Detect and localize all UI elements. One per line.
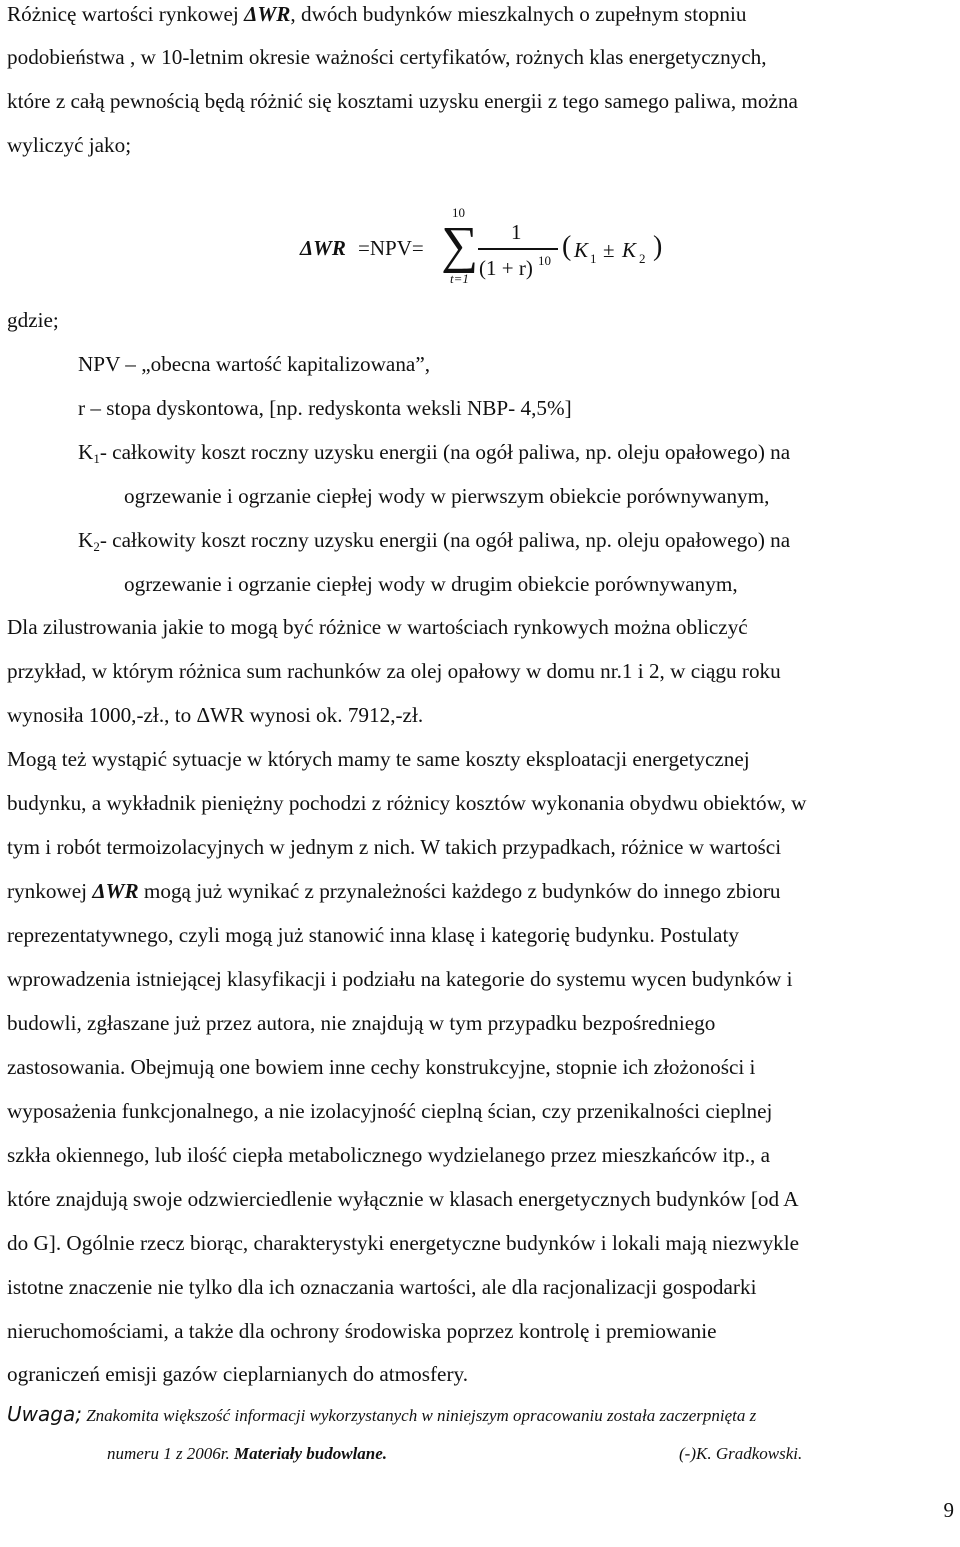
- formula-lhs: ΔWR: [300, 236, 346, 260]
- body-line-10: szkła okiennego, lub ilość ciepła metabolicznego wydzielanego przez mieszkańców itp., a: [7, 1143, 771, 1167]
- left-paren: (: [562, 231, 572, 262]
- def-k2: $K_2-$ całkowity koszt roczny uzysku energii (na ogół paliwa, np. oleju opałowego) na: [78, 528, 791, 554]
- plus-minus-sign: ±: [603, 238, 615, 262]
- body-line-2: budynku, a wykładnik pieniężny pochodzi z różnicy kosztów wykonania obydwu obiektów, w: [7, 791, 807, 815]
- note-signature: (-)K. Gradkowski.: [679, 1444, 803, 1463]
- example-line-2: przykład, w którym różnica sum rachunków za olej opałowy w domu nr.1 i 2, w ciągu roku: [7, 659, 781, 683]
- fraction-numerator: 1: [511, 220, 522, 244]
- body-line-12: do G]. Ogólnie rzecz biorąc, charakterystyki energetyczne budynków i lokali mają niezwykle: [7, 1231, 800, 1255]
- def-k1-cont: ogrzewanie i ogrzanie ciepłej wody w pierwszym obiekcie porównywanym,: [124, 484, 770, 508]
- denominator-exponent: 10: [538, 253, 551, 268]
- sum-upper-limit: 10: [452, 205, 465, 220]
- note-lead: Uwaga;: [7, 1402, 82, 1426]
- npv-formula: [300, 205, 720, 292]
- body-line-1: Mogą też wystąpić sytuacje w których mamy te same koszty eksploatacji energetycznej: [7, 747, 750, 771]
- body-line-9: wyposażenia funkcjonalnego, a nie izolacyjność cieplną ścian, czy przenikalności cieplnej: [7, 1099, 773, 1123]
- def-k1: $K_1-$ całkowity koszt roczny uzysku energii (na ogół paliwa, np. oleju opałowego) na: [78, 440, 791, 466]
- body-line-6: wprowadzenia istniejącej klasyfikacji i podziału na kategorie do systemu wycen budynków i: [7, 967, 793, 991]
- def-npv: NPV – „obecna wartość kapitalizowana”,: [78, 352, 431, 376]
- body-line-11: które znajdują swoje odzwierciedlenie wyłącznie w klasach energetycznych budynków [od A: [7, 1187, 799, 1211]
- body-line-4: rynkowej ΔWR mogą już wynikać z przynależności każdego z budynków do innego zbioru: [7, 879, 781, 903]
- formula-eq-npv: =NPV=: [358, 236, 424, 260]
- k2-symbol: K: [622, 238, 637, 262]
- body-line-5: reprezentatywnego, czyli mogą już stanowić inna klasę i kategorię budynku. Postulaty: [7, 923, 739, 947]
- body-line-14: nieruchomościami, a także dla ochrony środowiska poprzez kontrolę i premiowanie: [7, 1319, 717, 1343]
- intro-line-3: które z całą pewnością będą różnić się kosztami uzysku energii z tego samego paliwa, można: [7, 89, 798, 113]
- intro-line-2: podobieństwa , w 10-letnim okresie ważności certyfikatów, rożnych klas energetycznych,: [7, 45, 767, 69]
- note-line-2: numeru 1 z 2006r. Materiały budowlane.: [107, 1444, 388, 1463]
- example-line-3: wynosiła 1000,-zł., to ΔWR wynosi ok. 7912,-zł.: [7, 703, 424, 727]
- body-line-15: ograniczeń emisji gazów cieplarnianych do atmosfery.: [7, 1362, 469, 1386]
- k1-symbol: K: [574, 238, 589, 262]
- intro-line-1: Różnicę wartości rynkowej ΔWR, dwóch budynków mieszkalnych o zupełnym stopniu: [7, 2, 747, 26]
- body-line-8: zastosowania. Obejmują one bowiem inne cechy konstrukcyjne, stopnie ich złożoności i: [7, 1055, 756, 1079]
- note-line-1: Uwaga; Znakomita większość informacji wykorzystanych w niniejszym opracowaniu została zaczerpnięta z: [7, 1402, 757, 1426]
- body-line-3: tym i robót termoizolacyjnych w jednym z nich. W takich przypadkach, różnice w wartości: [7, 835, 782, 859]
- k1-subscript: 1: [590, 251, 597, 266]
- k2-subscript: 2: [639, 251, 646, 266]
- fraction-bar: [478, 248, 558, 250]
- fraction-denominator: (1 + r): [479, 256, 533, 280]
- sum-lower-limit: t=1: [450, 271, 469, 286]
- page-number: 9: [943, 1498, 954, 1522]
- def-k2-cont: ogrzewanie i ogrzanie ciepłej wody w drugim obiekcie porównywanym,: [124, 572, 738, 596]
- def-r: r – stopa dyskontowa, [np. redyskonta weksli NBP- 4,5%]: [78, 396, 572, 420]
- gdzie-label: gdzie;: [7, 308, 59, 332]
- right-paren: ): [653, 231, 663, 262]
- sum-sign: ∑: [441, 217, 479, 274]
- body-line-13: istotne znaczenie nie tylko dla ich oznaczania wartości, ale dla racjonalizacji gospodarki: [7, 1275, 757, 1299]
- example-line-1: Dla zilustrowania jakie to mogą być różnice w wartościach rynkowych można obliczyć: [7, 615, 748, 639]
- intro-line-4: wyliczyć jako;: [7, 133, 132, 157]
- body-line-7: budowli, zgłaszane już przez autora, nie znajdują w tym przypadku bezpośredniego: [7, 1011, 716, 1035]
